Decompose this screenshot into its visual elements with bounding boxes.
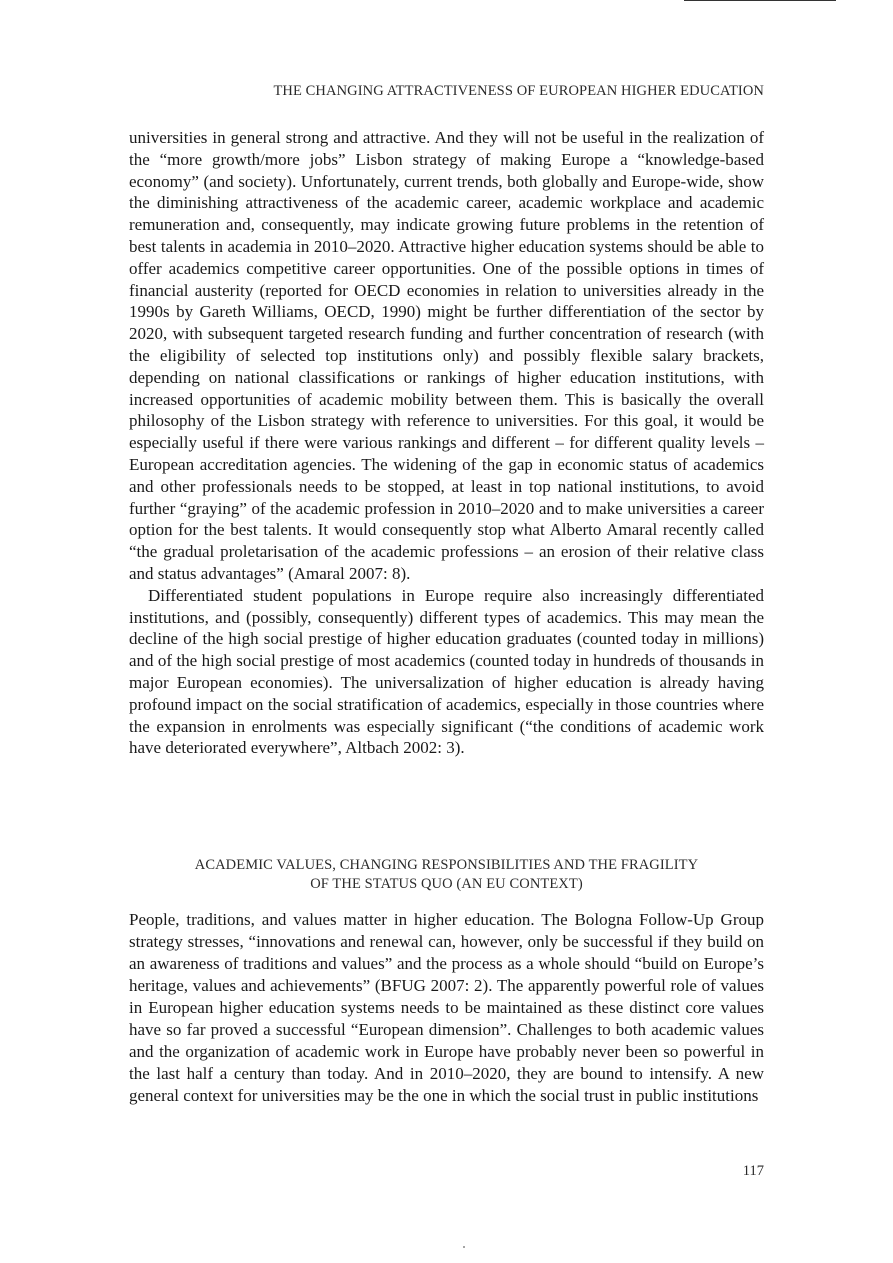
body-text: [129, 127, 764, 759]
top-rule: [684, 0, 836, 1]
scan-speck: [463, 1246, 465, 1248]
page-number: 117: [742, 1163, 764, 1179]
paragraph: Differentiated student populations in Europe require also increasingly differentiated institutions, and (possibly, consequently) different types of academics. This may mean the decline of the high social prestige of higher education graduates (counted today in millions) and of the high social prestige of most academics (counted today in hundreds of thousands in major European economies). The universalization of higher education is already having profound impact on the social stratification of academics, especially in those countries where the expansion in enrolments was especially significant (“the conditions of academic work have deteriorated everywhere”, Altbach 2002: 3).: [129, 585, 764, 758]
section-heading-line: ACADEMIC VALUES, CHANGING RESPONSIBILITIES AND THE FRAGILITY: [194, 857, 699, 873]
section-heading-line: OF THE STATUS QUO (AN EU CONTEXT): [310, 876, 583, 892]
section-paragraph: People, traditions, and values matter in higher education. The Bologna Follow-Up Group strategy stresses, “innovations and renewal can, however, only be successful if they build on an awareness of traditions and values” and the process as a whole should “build on Europe’s heritage, values and achievements” (BFUG 2007: 2). The apparently powerful role of values in European higher education systems needs to be maintained as these distinct core values have so far proved a successful “European dimension”. Challenges to both academic values and the organization of academic work in Europe have probably never been so powerful in the last half a century than today. And in 2010–2020, they are bound to intensify. A new general context for universities may be the one in which the social trust in public institutions: [129, 910, 764, 1105]
running-head: THE CHANGING ATTRACTIVENESS OF EUROPEAN HIGHER EDUCATION: [273, 83, 764, 99]
paragraph-continued: universities in general strong and attractive. And they will not be useful in the realization of the “more growth/more jobs” Lisbon strategy of making Europe a “knowledge-based economy” (and society). Unfortunately, current trends, both globally and Europe-wide, show the diminishing attractiveness of the academic career, academic workplace and academic remuneration and, consequently, may indicate growing future problems in the retention of best talents in academia in 2010–2020. Attractive higher education systems should be able to offer academics competitive career opportunities. One of the possible options in times of financial austerity (reported for OECD economies in relation to universities already in the 1990s by Gareth Williams, OECD, 1990) might be further differentiation of the sector by 2020, with subsequent targeted research funding and further concentration of research (with the eligibility of selected top institutions only) and possibly flexible salary brackets, depending on national classifications or rankings of higher education institutions, with increased opportunities of academic mobility between them. This is basically the overall philosophy of the Lisbon strategy with reference to universities. For this goal, it would be especially useful if there were various rankings and different – for different quality levels – European accreditation agencies. The widening of the gap in economic status of academics and other professionals needs to be stopped, at least in top national institutions, to avoid further “graying” of the academic profession in 2010–2020 and to make universities a career option for the best talents. It would consequently stop what Alberto Amaral recently called “the gradual proletarisation of the academic professions – an erosion of their relative class and status advantages” (Amaral 2007: 8).: [129, 128, 764, 583]
section-heading: [129, 856, 764, 894]
section-body: [129, 909, 764, 1107]
